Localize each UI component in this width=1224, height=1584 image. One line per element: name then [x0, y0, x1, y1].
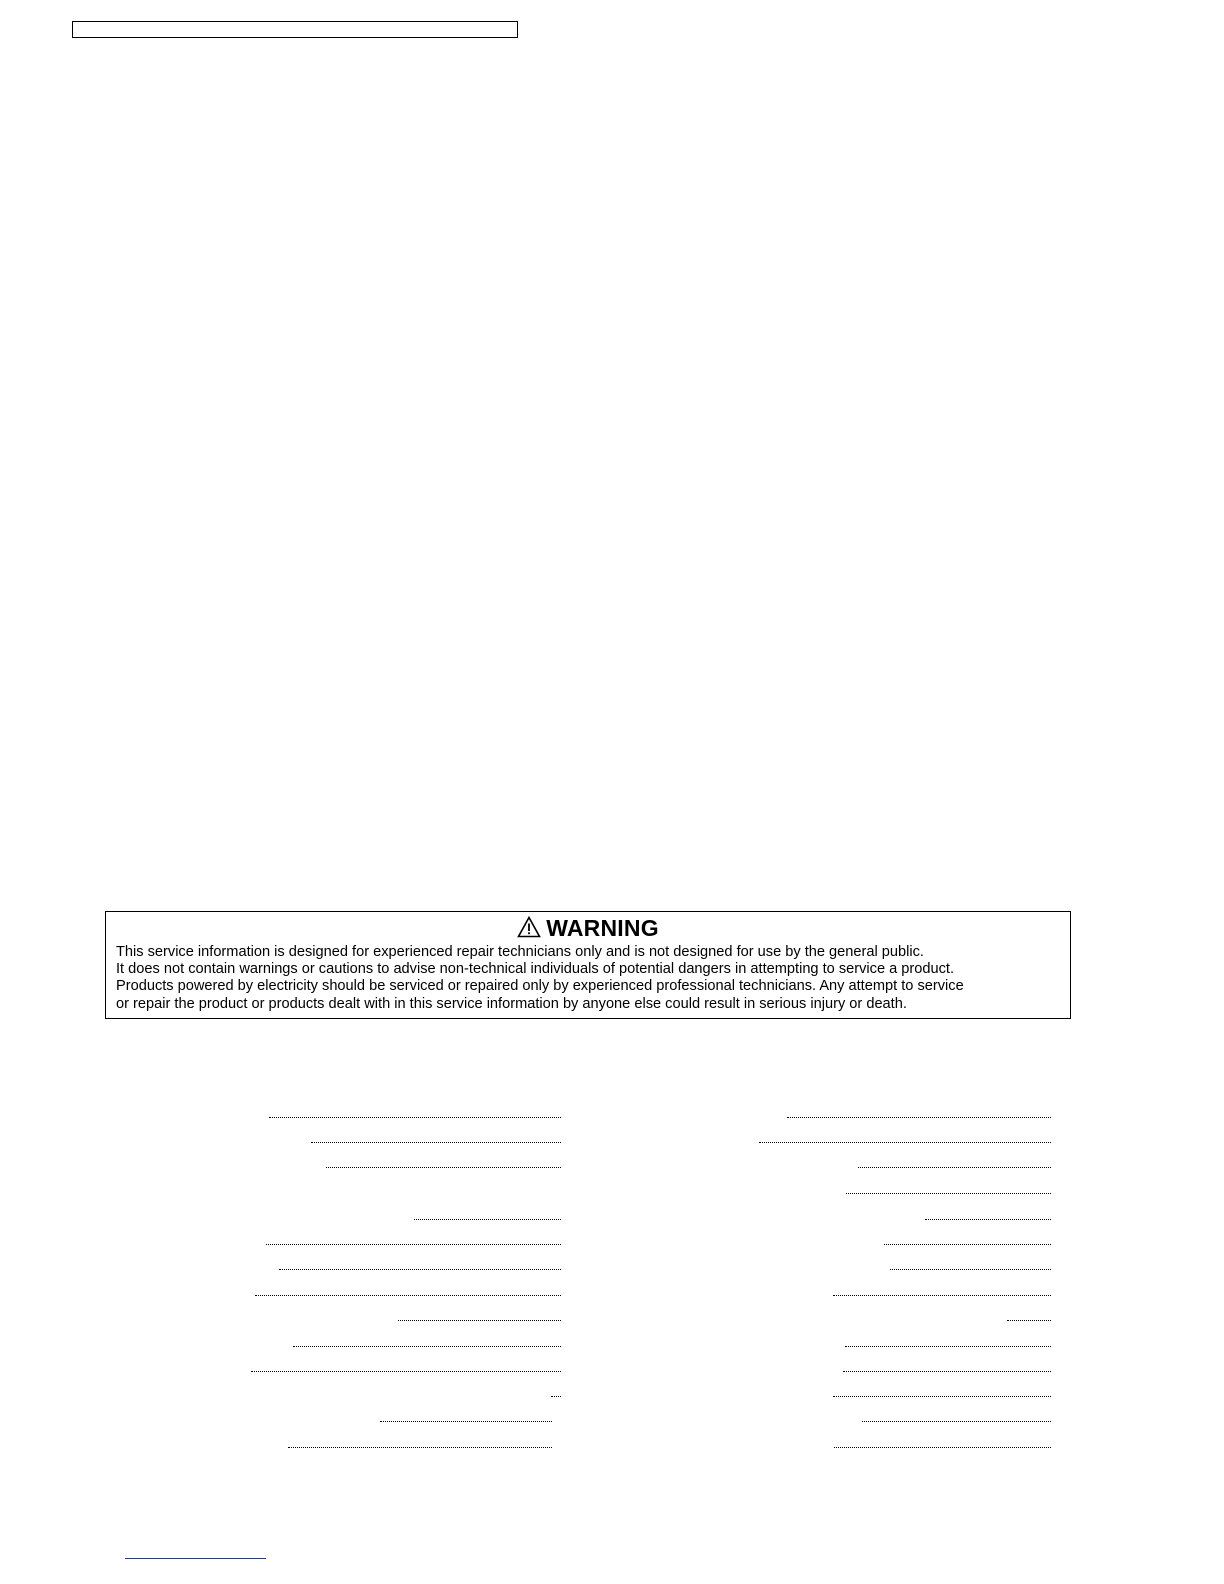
toc-leader: [326, 1167, 561, 1168]
toc-leader: [858, 1167, 1051, 1168]
toc-leader: [269, 1117, 561, 1118]
toc-leader: [266, 1244, 561, 1245]
warning-line-1: This service information is designed for experienced repair technicians only and is not designed for use by the general public.: [116, 944, 924, 960]
warning-heading: [106, 915, 1070, 943]
toc-leader: [843, 1371, 1051, 1372]
warning-line-3: Products powered by electricity should be serviced or repaired only by experienced professional technicians. Any attempt to service: [116, 978, 964, 995]
toc-leader: [279, 1269, 561, 1270]
warning-line-2: It does not contain warnings or cautions to advise non-technical individuals of potential dangers in attempting to service a product.: [116, 961, 955, 978]
toc-leader: [833, 1295, 1051, 1296]
warning-line-4: or repair the product or products dealt with in this service information by anyone else could result in serious injury or death.: [116, 995, 907, 1012]
warning-text: [116, 944, 1064, 1013]
toc-leader: [551, 1396, 561, 1397]
toc-leader: [833, 1396, 1051, 1397]
toc-leader: [251, 1371, 561, 1372]
warning-title: WARNING: [546, 915, 659, 941]
toc-leader: [414, 1219, 561, 1220]
toc-leader: [787, 1117, 1051, 1118]
toc-leader: [846, 1193, 1051, 1194]
toc-leader: [862, 1421, 1051, 1422]
toc-leader: [884, 1244, 1051, 1245]
toc-leader: [759, 1142, 1051, 1143]
model-number-header-box: [72, 21, 518, 38]
toc-leader: [311, 1142, 561, 1143]
toc-leader: [255, 1295, 561, 1296]
footer-link[interactable]: [125, 1558, 266, 1559]
toc-leader: [1007, 1320, 1051, 1321]
warning-notice: [105, 911, 1071, 1019]
toc-leader: [288, 1447, 552, 1448]
toc-leader: [398, 1320, 561, 1321]
toc-leader: [890, 1269, 1051, 1270]
toc-leader: [845, 1346, 1051, 1347]
warning-triangle-icon: [517, 916, 541, 943]
toc-leader: [293, 1346, 561, 1347]
toc-leader: [834, 1447, 1051, 1448]
toc-leader: [925, 1219, 1051, 1220]
toc-leader: [380, 1421, 552, 1422]
